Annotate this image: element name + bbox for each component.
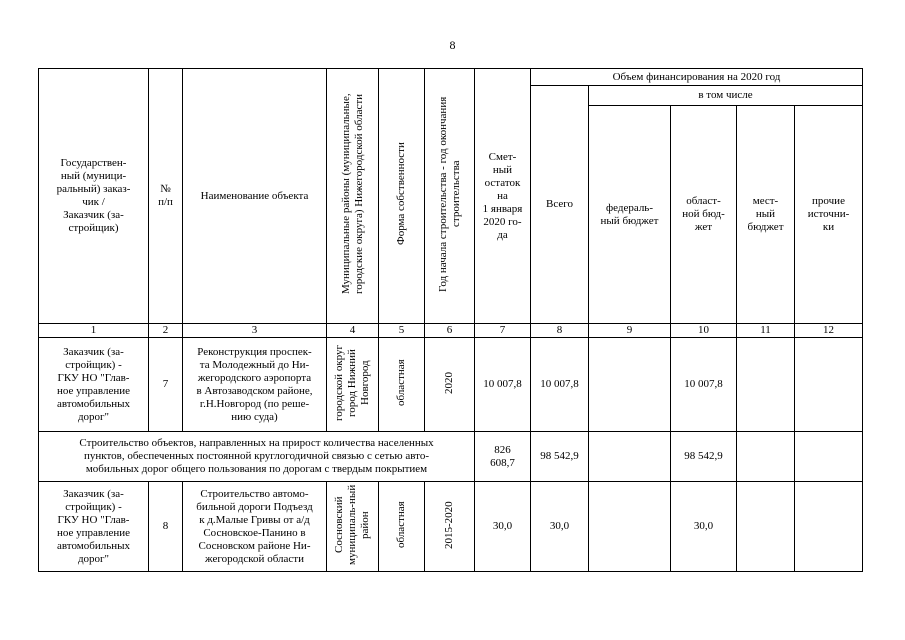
col-num-7: 7 [475,324,531,338]
row2-years [425,482,475,572]
section-regional: 98 542,9 [671,432,737,482]
row1-years-text: 2020 [443,371,455,394]
header-object: Наименование объекта [183,69,327,324]
header-years [425,69,475,324]
col-num-4: 4 [327,324,379,338]
row1-federal [589,338,671,432]
row2-municipality-text: Сосновский муниципаль-ный район [333,484,371,565]
row1-other [795,338,863,432]
row2-municipality [327,482,379,572]
col-num-12: 12 [795,324,863,338]
row2-object: Строительство автомо- бильной дороги Подъезд к д.Малые Гривы от а/д Сосновское-Панино в Сосновском районе Ни- жегородской области [183,482,327,572]
row2-customer: Заказчик (за- стройщик) - ГКУ НО "Глав- ное управление автомобильных дорог" [39,482,149,572]
row1-customer: Заказчик (за- стройщик) - ГКУ НО "Глав- ное управление автомобильных дорог" [39,338,149,432]
header-other: прочие источни- ки [795,106,863,324]
header-num: № п/п [149,69,183,324]
header-federal: федераль- ный бюджет [589,106,671,324]
table-row [39,338,863,432]
header-local: мест- ный бюджет [737,106,795,324]
row2-regional: 30,0 [671,482,737,572]
col-num-8: 8 [531,324,589,338]
header-municipality-text: Муниципальные районы (муниципальные, городские округа) Нижегородской области [339,93,365,295]
col-num-9: 9 [589,324,671,338]
header-including: в том числе [589,86,863,106]
header-ownership [379,69,425,324]
section-title: Строительство объектов, направленных на прирост количества населенных пунктов, обеспеченных постоянной круглогодичной связью с сетью авто- мобильных дорог общего пользования по дорогам с твердым покрытием [39,432,475,482]
section-remainder: 826 608,7 [475,432,531,482]
header-years-text: Год начала строительства - год окончания строительства [436,96,462,292]
row1-municipality [327,338,379,432]
header-municipality [327,69,379,324]
row1-municipality-text: городской округ город Нижний Новгород [333,344,371,421]
header-regional: област- ной бюд- жет [671,106,737,324]
column-number-row [39,324,863,338]
row1-object: Реконструкция проспек- та Молодежный до Ни- жегородского аэропорта в Автозаводском районе, г.Н.Новгород (по реше- нию суда) [183,338,327,432]
row2-remainder: 30,0 [475,482,531,572]
col-num-10: 10 [671,324,737,338]
row1-regional: 10 007,8 [671,338,737,432]
financing-table [38,68,863,572]
row1-ownership [379,338,425,432]
col-num-5: 5 [379,324,425,338]
row1-ownership-text: областная [395,359,407,406]
col-num-11: 11 [737,324,795,338]
header-ownership-text: Форма собственности [395,142,407,246]
row2-other [795,482,863,572]
page-number: 8 [449,38,456,52]
header-remainder: Смет- ный остаток на 1 января 2020 го- да [475,69,531,324]
row2-ownership-text: областная [395,501,407,548]
col-num-3: 3 [183,324,327,338]
section-row [39,432,863,482]
row2-federal [589,482,671,572]
header-total: Всего [531,86,589,324]
row1-total: 10 007,8 [531,338,589,432]
row2-num: 8 [149,482,183,572]
table-row [39,482,863,572]
header-financing: Объем финансирования на 2020 год [531,69,863,86]
col-num-1: 1 [39,324,149,338]
header-row-1 [39,69,863,86]
row2-years-text: 2015-2020 [443,500,455,549]
col-num-2: 2 [149,324,183,338]
row1-num: 7 [149,338,183,432]
section-local [737,432,795,482]
row1-remainder: 10 007,8 [475,338,531,432]
row2-local [737,482,795,572]
row1-years [425,338,475,432]
header-customer: Государствен- ный (муници- pальный) заказ- чик / Заказчик (за- стройщик) [39,69,149,324]
section-total: 98 542,9 [531,432,589,482]
col-num-6: 6 [425,324,475,338]
row2-total: 30,0 [531,482,589,572]
section-other [795,432,863,482]
section-federal [589,432,671,482]
row1-local [737,338,795,432]
row2-ownership [379,482,425,572]
